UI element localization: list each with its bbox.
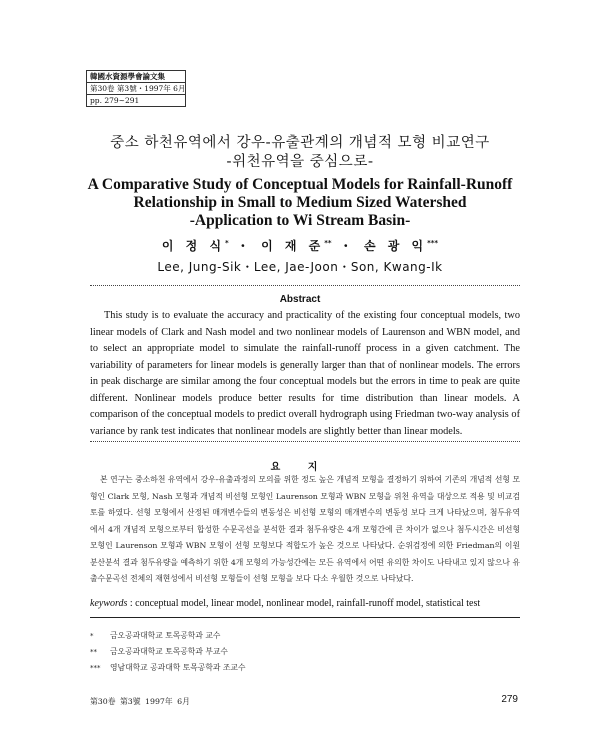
author-separator: ・ [236, 239, 253, 253]
footnote-3-text: 영남대학교 공과대학 토목공학과 조교수 [110, 663, 246, 672]
keywords-text: : conceptual model, linear model, nonlinear model, rainfall-runoff model, statistical test [129, 598, 481, 609]
keywords-line [90, 598, 530, 609]
footnote-rule [90, 617, 520, 618]
authors-english: Lee, Jung-Sik・Lee, Jae-Joon・Son, Kwang-Ik [157, 260, 443, 274]
title-english-line3: -Application to Wi Stream Basin- [189, 212, 411, 229]
author-1-name: 이 정 식 [161, 239, 226, 253]
author-1-mark: * [225, 239, 229, 247]
abstract-body: This study is to evaluate the accuracy and practicality of the existing four conceptual models, two linear models of Clark and Nash model and two nonlinear models of Laurenson and WBN model, and to select an appropriate model to simulate the rainfall-runoff process in a given catchment. The variability of parameters for linear models is generally larger than that of nonlinear models. The errors in peak discharge are similar among the four conceptual models but the errors in time to peak are quite different. Nonlinear models produce better results for time distribution than linear models. A comparison of the conceptual models to predict overall hydrograph using Friedman two-way analysis of variance by rank test indicates that nonlinear models are slightly better than linear models. [90, 310, 520, 437]
author-3-mark: *** [427, 239, 439, 247]
title-korean-line1: 중소 하천유역에서 강우-유출관계의 개념적 모형 비교연구 [110, 135, 490, 151]
abstract-heading: Abstract [279, 294, 321, 305]
title-korean-line2: -위천유역을 중심으로- [226, 154, 374, 170]
divider-rule [90, 285, 520, 286]
footnote-3 [90, 660, 245, 676]
divider-rule [90, 441, 520, 442]
korean-summary-body: 본 연구는 중소하천 유역에서 강우-유출과정의 모의를 위한 정도 높은 개념적 모형을 결정하기 위하여 기존의 개념적 선형 모형인 Clark 모형, Nash 모형과 개념적 비선형 모형인 Laurenson 모형과 WBN 모형을 위천 유역을 대상으로 적용 및 비교검토를 하였다. 선형 모형에서 산정된 매개변수들의 변동성은 비선형 모형의 매개변수의 변동성 보다 크게 나타났으며, 첨두유역에서 4개 개념적 모형으로부터 합성한 수문곡선을 분석한 결과 첨두유량은 4개 모형간에 큰 차이가 없으나 첨두시간은 비선형 모형인 Laurenson 모형과 WBN 모형이 선형 모형보다 적합도가 높은 것으로 나타났다. 순위검정에 의한 Friedman의 이원분산분석 결과 첨두유량을 예측하기 위한 4개 모형의 가능성간에는 모든 유역에서 어떤 유의한 차이도 나타내고 있지 않으나 유출수문곡선 전체의 재현성에서 비선형 모형들이 선형 모형을 보다 다소 우월한 것으로 나타났다. [90, 475, 520, 583]
footnote-1 [90, 628, 245, 644]
footnote-2 [90, 644, 245, 660]
footer-journal-issue: 第30卷 第3號 1997年 6月 [90, 697, 190, 706]
journal-pages: pp. 279~291 [90, 96, 140, 105]
footnote-1-text: 금오공과대학교 토목공학과 교수 [110, 631, 221, 640]
page-number: 279 [501, 694, 518, 705]
footnote-1-mark: * [90, 632, 94, 640]
footnote-2-mark: ** [90, 648, 97, 656]
authors-korean [0, 237, 600, 254]
title-english-line2: Relationship in Small to Medium Sized Watershed [133, 194, 467, 211]
affiliation-footnotes [90, 628, 245, 676]
author-2-name: 이 재 준 [261, 239, 325, 253]
author-separator: ・ [339, 239, 356, 253]
title-english-line1: A Comparative Study of Conceptual Models for Rainfall-Runoff [87, 176, 513, 193]
footnote-2-text: 금오공과대학교 토목공학과 부교수 [110, 647, 228, 656]
keywords-label: keywords [90, 598, 128, 609]
author-2-mark: ** [324, 239, 332, 247]
korean-summary-heading: 요 지 [270, 462, 330, 473]
journal-name: 韓國水資源學會論文集 [87, 71, 185, 83]
footnote-3-mark: *** [90, 664, 101, 672]
author-3-name: 손 광 익 [363, 239, 428, 253]
journal-volume: 第30卷 第3號・1997年 6月 [87, 83, 185, 95]
journal-info-box [86, 70, 186, 107]
